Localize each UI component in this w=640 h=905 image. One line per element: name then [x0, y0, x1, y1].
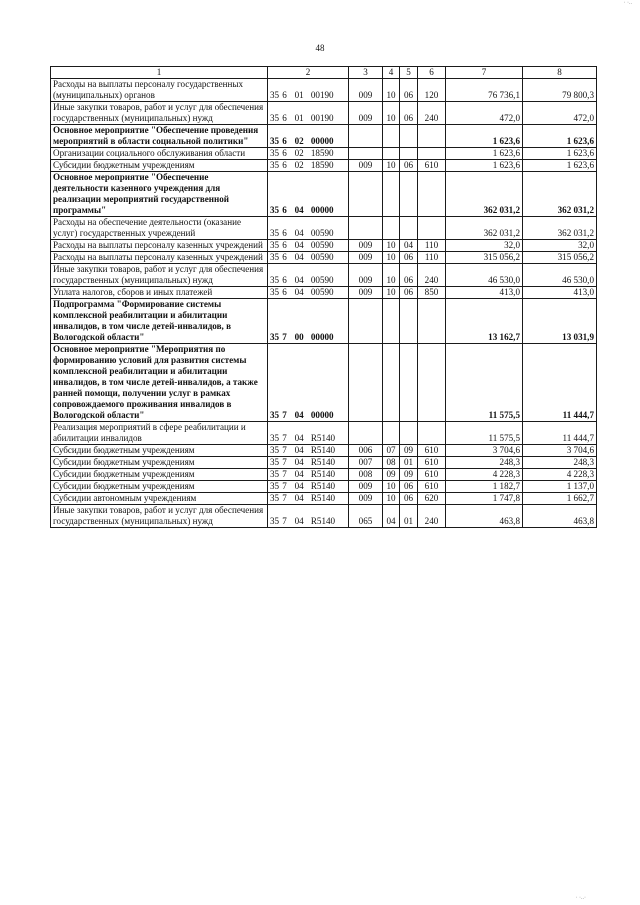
code-part: 04	[294, 516, 304, 526]
code-part: 35	[270, 113, 280, 123]
row-department-code	[349, 125, 383, 148]
row-name: Иные закупки товаров, работ и услуг для обеспечения государственных (муниципальных) нужд	[51, 102, 268, 125]
row-section-code	[383, 125, 400, 148]
row-amount-2: 315 056,2	[523, 252, 597, 264]
code-part: 04	[294, 493, 304, 503]
row-expense-type: 610	[418, 469, 446, 481]
row-target-code	[268, 469, 349, 481]
code-part: 04	[294, 240, 304, 250]
row-subsection-code: 06	[400, 79, 418, 102]
code-part: 04	[294, 457, 304, 467]
code-part: 00590	[310, 240, 334, 250]
code-part: 6	[282, 113, 287, 123]
row-target-code	[268, 172, 349, 217]
code-part: 35	[270, 493, 280, 503]
code-part: R5140	[310, 469, 336, 479]
table-header-row	[51, 67, 597, 79]
row-amount-2: 413,0	[523, 287, 597, 299]
row-expense-type	[418, 217, 446, 240]
code-part: 00000	[310, 136, 334, 146]
row-subsection-code: 01	[400, 505, 418, 528]
row-target-code	[268, 493, 349, 505]
row-amount-1: 362 031,2	[446, 217, 523, 240]
table-row	[51, 102, 597, 125]
code-part: 04	[294, 481, 304, 491]
row-name: Иные закупки товаров, работ и услуг для обеспечения государственных (муниципальных) нужд	[51, 505, 268, 528]
row-target-code	[268, 287, 349, 299]
code-part: 18590	[310, 160, 334, 170]
row-department-code	[349, 172, 383, 217]
code-part: 00	[294, 332, 304, 342]
row-section-code	[383, 217, 400, 240]
row-amount-1: 4 228,3	[446, 469, 523, 481]
row-name: Организации социального обслуживания области	[51, 148, 268, 160]
row-name: Основное мероприятие "Мероприятия по формированию условий для развития системы комплексной реабилитации и абилитации инвалидов, в том числе детей-инвалидов, а также ранней помощи, получении услуг в рамках сопровождаемого проживания инвалидов в Вологодской области"	[51, 344, 268, 422]
code-part: 00190	[310, 113, 334, 123]
code-part: 6	[282, 275, 287, 285]
row-amount-2: 248,3	[523, 457, 597, 469]
code-part: 6	[282, 136, 287, 146]
row-target-code	[268, 344, 349, 422]
row-name: Реализация мероприятий в сфере реабилитации и абилитации инвалидов	[51, 422, 268, 445]
row-target-code	[268, 102, 349, 125]
row-amount-2: 362 031,2	[523, 172, 597, 217]
row-expense-type: 850	[418, 287, 446, 299]
row-amount-1: 463,8	[446, 505, 523, 528]
row-amount-1: 32,0	[446, 240, 523, 252]
row-department-code: 009	[349, 79, 383, 102]
row-section-code	[383, 299, 400, 344]
row-expense-type	[418, 344, 446, 422]
row-department-code: 009	[349, 264, 383, 287]
table-row	[51, 422, 597, 445]
corner-mark-bottom: · ·..·	[575, 895, 586, 901]
row-amount-1: 472,0	[446, 102, 523, 125]
row-expense-type: 240	[418, 505, 446, 528]
row-name: Расходы на обеспечение деятельности (оказание услуг) государственных учреждений	[51, 217, 268, 240]
row-expense-type	[418, 172, 446, 217]
row-section-code: 10	[383, 160, 400, 172]
table-row	[51, 172, 597, 217]
table-row	[51, 493, 597, 505]
row-subsection-code: 09	[400, 445, 418, 457]
row-department-code: 009	[349, 102, 383, 125]
row-section-code: 10	[383, 493, 400, 505]
table-row	[51, 264, 597, 287]
code-part: 04	[294, 205, 304, 215]
row-department-code: 009	[349, 160, 383, 172]
row-section-code: 10	[383, 79, 400, 102]
header-col-5: 5	[400, 67, 418, 79]
row-target-code	[268, 217, 349, 240]
header-col-3: 3	[349, 67, 383, 79]
row-department-code: 007	[349, 457, 383, 469]
row-name: Основное мероприятие "Обеспечение проведения мероприятий в области социальной политики"	[51, 125, 268, 148]
code-part: 7	[282, 516, 287, 526]
row-subsection-code: 06	[400, 264, 418, 287]
row-amount-2: 463,8	[523, 505, 597, 528]
table-row	[51, 252, 597, 264]
row-amount-1: 11 575,5	[446, 422, 523, 445]
code-part: 04	[294, 433, 304, 443]
row-amount-1: 13 162,7	[446, 299, 523, 344]
row-amount-1: 76 736,1	[446, 79, 523, 102]
row-department-code: 009	[349, 481, 383, 493]
row-name: Субсидии бюджетным учреждениям	[51, 469, 268, 481]
row-department-code: 009	[349, 252, 383, 264]
row-amount-1: 362 031,2	[446, 172, 523, 217]
table-row	[51, 217, 597, 240]
row-subsection-code: 06	[400, 481, 418, 493]
row-subsection-code	[400, 299, 418, 344]
code-part: R5140	[310, 481, 336, 491]
code-part: 35	[270, 228, 280, 238]
row-name: Субсидии бюджетным учреждениям	[51, 481, 268, 493]
row-name: Расходы на выплаты персоналу государственных (муниципальных) органов	[51, 79, 268, 102]
table-row	[51, 457, 597, 469]
table-row	[51, 469, 597, 481]
row-amount-2: 13 031,9	[523, 299, 597, 344]
row-department-code	[349, 422, 383, 445]
row-target-code	[268, 481, 349, 493]
row-subsection-code: 04	[400, 240, 418, 252]
code-part: 35	[270, 516, 280, 526]
row-section-code: 08	[383, 457, 400, 469]
code-part: 04	[294, 275, 304, 285]
row-subsection-code	[400, 125, 418, 148]
budget-table	[50, 66, 597, 528]
row-amount-2: 46 530,0	[523, 264, 597, 287]
table-row	[51, 445, 597, 457]
page-number: 48	[315, 43, 325, 53]
code-part: 35	[270, 136, 280, 146]
code-part: R5140	[310, 445, 336, 455]
row-section-code: 10	[383, 252, 400, 264]
row-amount-2: 4 228,3	[523, 469, 597, 481]
row-amount-1: 1 623,6	[446, 160, 523, 172]
code-part: 35	[270, 457, 280, 467]
code-part: 04	[294, 410, 304, 420]
row-section-code: 07	[383, 445, 400, 457]
row-expense-type	[418, 422, 446, 445]
code-part: 00590	[310, 252, 334, 262]
table-row	[51, 505, 597, 528]
code-part: 35	[270, 433, 280, 443]
row-subsection-code: 06	[400, 287, 418, 299]
code-part: 01	[294, 90, 304, 100]
code-part: 6	[282, 252, 287, 262]
table-row	[51, 160, 597, 172]
row-amount-2: 79 800,3	[523, 79, 597, 102]
row-name: Субсидии бюджетным учреждениям	[51, 445, 268, 457]
code-part: 35	[270, 332, 280, 342]
row-amount-2: 362 031,2	[523, 217, 597, 240]
row-amount-2: 32,0	[523, 240, 597, 252]
code-part: 6	[282, 205, 287, 215]
row-subsection-code	[400, 344, 418, 422]
row-department-code	[349, 299, 383, 344]
row-target-code	[268, 445, 349, 457]
header-col-2: 2	[268, 67, 349, 79]
row-amount-1: 3 704,6	[446, 445, 523, 457]
code-part: R5140	[310, 433, 336, 443]
row-target-code	[268, 264, 349, 287]
code-part: 00590	[310, 228, 334, 238]
header-col-4: 4	[383, 67, 400, 79]
row-subsection-code: 01	[400, 457, 418, 469]
row-section-code: 10	[383, 287, 400, 299]
row-target-code	[268, 299, 349, 344]
code-part: 35	[270, 445, 280, 455]
code-part: 04	[294, 252, 304, 262]
row-subsection-code	[400, 422, 418, 445]
row-section-code: 10	[383, 240, 400, 252]
header-col-7: 7	[446, 67, 523, 79]
row-expense-type: 620	[418, 493, 446, 505]
code-part: 04	[294, 287, 304, 297]
row-amount-1: 46 530,0	[446, 264, 523, 287]
code-part: 7	[282, 493, 287, 503]
row-target-code	[268, 505, 349, 528]
row-section-code: 09	[383, 469, 400, 481]
row-department-code: 065	[349, 505, 383, 528]
code-part: 7	[282, 457, 287, 467]
header-col-8: 8	[523, 67, 597, 79]
row-amount-2: 1 623,6	[523, 148, 597, 160]
row-expense-type: 110	[418, 240, 446, 252]
row-department-code	[349, 217, 383, 240]
code-part: R5140	[310, 516, 336, 526]
code-part: 35	[270, 481, 280, 491]
table-row	[51, 344, 597, 422]
code-part: 00190	[310, 90, 334, 100]
row-amount-1: 315 056,2	[446, 252, 523, 264]
code-part: 01	[294, 113, 304, 123]
code-part: 7	[282, 332, 287, 342]
row-name: Иные закупки товаров, работ и услуг для обеспечения государственных (муниципальных) нужд	[51, 264, 268, 287]
row-amount-1: 1 623,6	[446, 148, 523, 160]
row-target-code	[268, 79, 349, 102]
header-col-1: 1	[51, 67, 268, 79]
code-part: 00590	[310, 287, 334, 297]
code-part: 7	[282, 481, 287, 491]
code-part: 02	[294, 136, 304, 146]
table-row	[51, 299, 597, 344]
table-row	[51, 125, 597, 148]
row-section-code: 10	[383, 481, 400, 493]
row-subsection-code	[400, 217, 418, 240]
row-name: Основное мероприятие "Обеспечение деятельности казенного учреждения для реализации мероприятий государственной программы"	[51, 172, 268, 217]
code-part: 04	[294, 228, 304, 238]
row-target-code	[268, 457, 349, 469]
row-subsection-code: 06	[400, 102, 418, 125]
row-subsection-code: 06	[400, 160, 418, 172]
row-department-code: 008	[349, 469, 383, 481]
row-section-code: 10	[383, 102, 400, 125]
row-amount-2: 3 704,6	[523, 445, 597, 457]
row-target-code	[268, 160, 349, 172]
code-part: 04	[294, 445, 304, 455]
code-part: 00000	[310, 410, 334, 420]
header-col-6: 6	[418, 67, 446, 79]
row-expense-type: 240	[418, 102, 446, 125]
row-department-code	[349, 344, 383, 422]
code-part: 6	[282, 90, 287, 100]
code-part: 35	[270, 90, 280, 100]
row-amount-2: 472,0	[523, 102, 597, 125]
code-part: 35	[270, 252, 280, 262]
row-expense-type: 610	[418, 457, 446, 469]
row-department-code	[349, 148, 383, 160]
row-section-code	[383, 422, 400, 445]
row-amount-2: 1 137,0	[523, 481, 597, 493]
row-name: Расходы на выплаты персоналу казенных учреждений	[51, 240, 268, 252]
code-part: 18590	[310, 148, 334, 158]
row-amount-1: 248,3	[446, 457, 523, 469]
row-amount-1: 11 575,5	[446, 344, 523, 422]
row-expense-type	[418, 148, 446, 160]
code-part: 35	[270, 160, 280, 170]
row-section-code: 10	[383, 264, 400, 287]
row-amount-2: 1 623,6	[523, 160, 597, 172]
table-row	[51, 148, 597, 160]
row-expense-type: 610	[418, 481, 446, 493]
row-amount-1: 1 747,8	[446, 493, 523, 505]
table-row	[51, 240, 597, 252]
row-section-code	[383, 172, 400, 217]
row-expense-type	[418, 125, 446, 148]
row-amount-1: 413,0	[446, 287, 523, 299]
row-department-code: 006	[349, 445, 383, 457]
code-part: 6	[282, 148, 287, 158]
code-part: 7	[282, 433, 287, 443]
row-target-code	[268, 125, 349, 148]
code-part: 00000	[310, 332, 334, 342]
corner-mark-top: · ·..	[623, 0, 632, 6]
row-target-code	[268, 422, 349, 445]
code-part: 35	[270, 287, 280, 297]
row-expense-type: 120	[418, 79, 446, 102]
code-part: 7	[282, 410, 287, 420]
code-part: 35	[270, 275, 280, 285]
row-department-code: 009	[349, 287, 383, 299]
code-part: 7	[282, 469, 287, 479]
code-part: 00000	[310, 205, 334, 215]
code-part: R5140	[310, 493, 336, 503]
row-subsection-code	[400, 148, 418, 160]
code-part: 00590	[310, 275, 334, 285]
row-amount-1: 1 623,6	[446, 125, 523, 148]
row-department-code: 009	[349, 240, 383, 252]
row-department-code: 009	[349, 493, 383, 505]
row-expense-type: 240	[418, 264, 446, 287]
row-target-code	[268, 148, 349, 160]
row-subsection-code: 06	[400, 493, 418, 505]
table-row	[51, 481, 597, 493]
code-part: 6	[282, 240, 287, 250]
row-expense-type: 610	[418, 160, 446, 172]
code-part: R5140	[310, 457, 336, 467]
code-part: 02	[294, 160, 304, 170]
row-name: Расходы на выплаты персоналу казенных учреждений	[51, 252, 268, 264]
code-part: 6	[282, 160, 287, 170]
code-part: 35	[270, 469, 280, 479]
row-name: Субсидии бюджетным учреждениям	[51, 160, 268, 172]
code-part: 7	[282, 445, 287, 455]
table-row	[51, 79, 597, 102]
code-part: 04	[294, 469, 304, 479]
row-target-code	[268, 240, 349, 252]
code-part: 35	[270, 205, 280, 215]
code-part: 35	[270, 240, 280, 250]
row-subsection-code: 06	[400, 252, 418, 264]
row-amount-2: 1 662,7	[523, 493, 597, 505]
code-part: 35	[270, 148, 280, 158]
row-expense-type	[418, 299, 446, 344]
row-expense-type: 610	[418, 445, 446, 457]
row-section-code	[383, 148, 400, 160]
row-expense-type: 110	[418, 252, 446, 264]
row-name: Уплата налогов, сборов и иных платежей	[51, 287, 268, 299]
table-row	[51, 287, 597, 299]
row-section-code	[383, 344, 400, 422]
row-amount-2: 1 623,6	[523, 125, 597, 148]
row-amount-2: 11 444,7	[523, 422, 597, 445]
row-subsection-code: 09	[400, 469, 418, 481]
row-name: Субсидии автономным учреждениям	[51, 493, 268, 505]
row-subsection-code	[400, 172, 418, 217]
code-part: 02	[294, 148, 304, 158]
row-amount-2: 11 444,7	[523, 344, 597, 422]
row-amount-1: 1 182,7	[446, 481, 523, 493]
row-name: Подпрограмма "Формирование системы комплексной реабилитации и абилитации инвалидов, в том числе детей-инвалидов, в Вологодской области"	[51, 299, 268, 344]
row-name: Субсидии бюджетным учреждениям	[51, 457, 268, 469]
row-section-code: 04	[383, 505, 400, 528]
code-part: 35	[270, 410, 280, 420]
row-target-code	[268, 252, 349, 264]
code-part: 6	[282, 287, 287, 297]
code-part: 6	[282, 228, 287, 238]
